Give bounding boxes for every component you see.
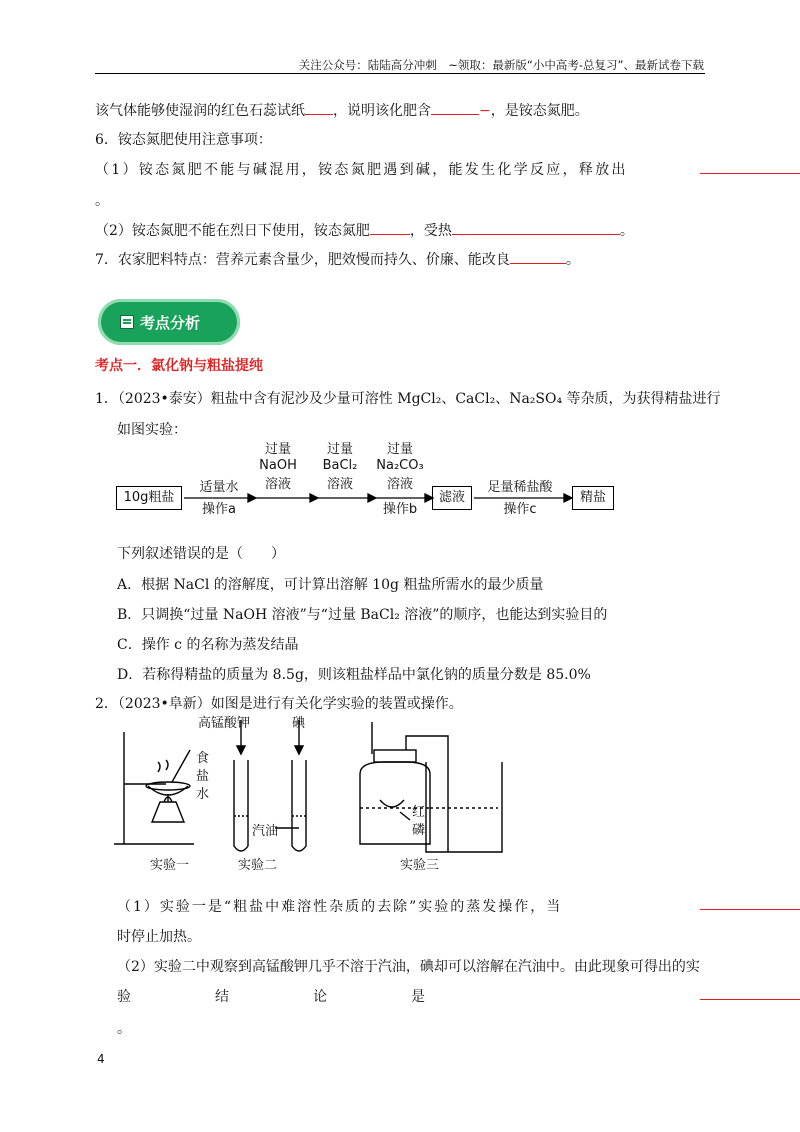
label-iodine: 碘 <box>292 716 306 731</box>
q2-part2-line1: （2）实验二中观察到高锰酸钾几乎不溶于汽油，碘却可以溶解在汽油中。由此现象可得出的实 <box>117 959 700 975</box>
flow-step3-top3: 溶液 <box>326 477 353 492</box>
label-gasoline: 汽油 <box>252 824 279 839</box>
q1-stem-line2: 如图实验： <box>117 422 187 438</box>
answer-blank[interactable] <box>700 896 800 910</box>
q2-part2-line2: 验结论是 <box>117 989 509 1005</box>
flow-step1-top: 适量水 <box>199 480 239 495</box>
flow-step1-bottom: 操作a <box>202 502 236 517</box>
answer-blank[interactable] <box>305 101 333 115</box>
experiment-drawings <box>110 712 530 872</box>
flow-step5-bottom: 操作c <box>503 502 537 517</box>
answer-blank[interactable] <box>452 221 620 235</box>
label-red-phosphorus: 红磷 <box>412 805 426 838</box>
flow-step4-top1: 过量 <box>386 442 413 457</box>
q1-stem-line1: 1．（2023•泰安）粗盐中含有泥沙及少量可溶性 MgCl₂、CaCl₂、Na₂SO₄ 等杂质，为获得精盐进行 <box>95 391 721 407</box>
page-number: 4 <box>97 1052 105 1066</box>
flow-step4-bottom: 操作b <box>382 502 418 517</box>
intro-line1: 该气体能够使湿润的红色石蕊试纸 ，说明该化肥含 −，是铵态氮肥。 <box>95 103 589 119</box>
caption-experiment-3: 实验三 <box>400 858 440 873</box>
q1-flow-diagram <box>112 442 632 528</box>
q1-option-c: C．操作 c 的名称为蒸发结晶 <box>117 637 299 653</box>
q2-part2-end: 。 <box>117 1021 131 1037</box>
q2-figure <box>110 712 530 872</box>
flow-filtrate-box: 滤液 <box>432 486 472 510</box>
section-title: 考点一．氯化钠与粗盐提纯 <box>95 358 263 374</box>
flow-step3-top2: BaCl₂ <box>322 458 358 473</box>
item6-part1: （1）铵态氮肥不能与碱混用，铵态氮肥遇到碱，能发生化学反应，释放出 <box>95 162 628 178</box>
answer-blank[interactable] <box>370 221 410 235</box>
label-kmno4: 高锰酸钾 <box>198 716 251 731</box>
document-icon <box>120 315 134 329</box>
caption-experiment-1: 实验一 <box>150 858 190 873</box>
answer-blank[interactable] <box>431 101 479 115</box>
flow-step4-top3: 溶液 <box>386 477 413 492</box>
q2-part1-end: 时停止加热。 <box>117 929 201 945</box>
q2-part1: （1）实验一是“粗盐中难溶性杂质的去除”实验的蒸发操作，当 <box>117 899 563 915</box>
flow-step5-top: 足量稀盐酸 <box>487 480 553 495</box>
banner-label: 考点分析 <box>140 314 201 332</box>
q1-option-b: B．只调换“过量 NaOH 溶液”与“过量 BaCl₂ 溶液”的顺序，也能达到实验目的 <box>117 607 608 623</box>
answer-blank[interactable] <box>510 250 566 264</box>
section-banner <box>98 299 240 345</box>
item6-part2: （2）铵态氮肥不能在烈日下使用，铵态氮肥 ，受热 。 <box>95 223 634 239</box>
flow-start-box: 10g粗盐 <box>116 486 182 510</box>
flow-step2-top2: NaOH <box>259 458 297 473</box>
flow-end-box: 精盐 <box>572 486 614 510</box>
answer-blank[interactable] <box>700 986 800 1000</box>
flow-step2-top3: 溶液 <box>264 477 291 492</box>
q1-option-d: D．若称得精盐的质量为 8.5g，则该粗盐样品中氯化钠的质量分数是 85.0% <box>117 667 591 683</box>
flow-step2-top1: 过量 <box>264 442 291 457</box>
answer-blank[interactable] <box>700 160 800 174</box>
page-header: 关注公众号：陆陆高分冲刺 ~领取：最新版“小中高考-总复习”、最新试卷下载 <box>298 58 704 72</box>
item6-part1-end: 。 <box>95 193 109 209</box>
flow-step3-top1: 过量 <box>326 442 353 457</box>
item7: 7．农家肥料特点：营养元素含量少，肥效慢而持久、价廉、能改良 。 <box>95 252 580 268</box>
q2-stem: 2．（2023•阜新）如图是进行有关化学实验的装置或操作。 <box>95 696 463 712</box>
q1-prompt: 下列叙述错误的是（ ） <box>117 546 285 562</box>
q1-option-a: A．根据 NaCl 的溶解度，可计算出溶解 10g 粗盐所需水的最少质量 <box>117 577 544 593</box>
flow-step4-top2: Na₂CO₃ <box>376 458 424 473</box>
flow-arrows <box>112 442 632 528</box>
label-salt-water: 食盐水 <box>196 751 210 802</box>
header-divider <box>95 73 705 74</box>
caption-experiment-2: 实验二 <box>238 858 278 873</box>
item6-title: 6．铵态氮肥使用注意事项： <box>95 132 272 148</box>
